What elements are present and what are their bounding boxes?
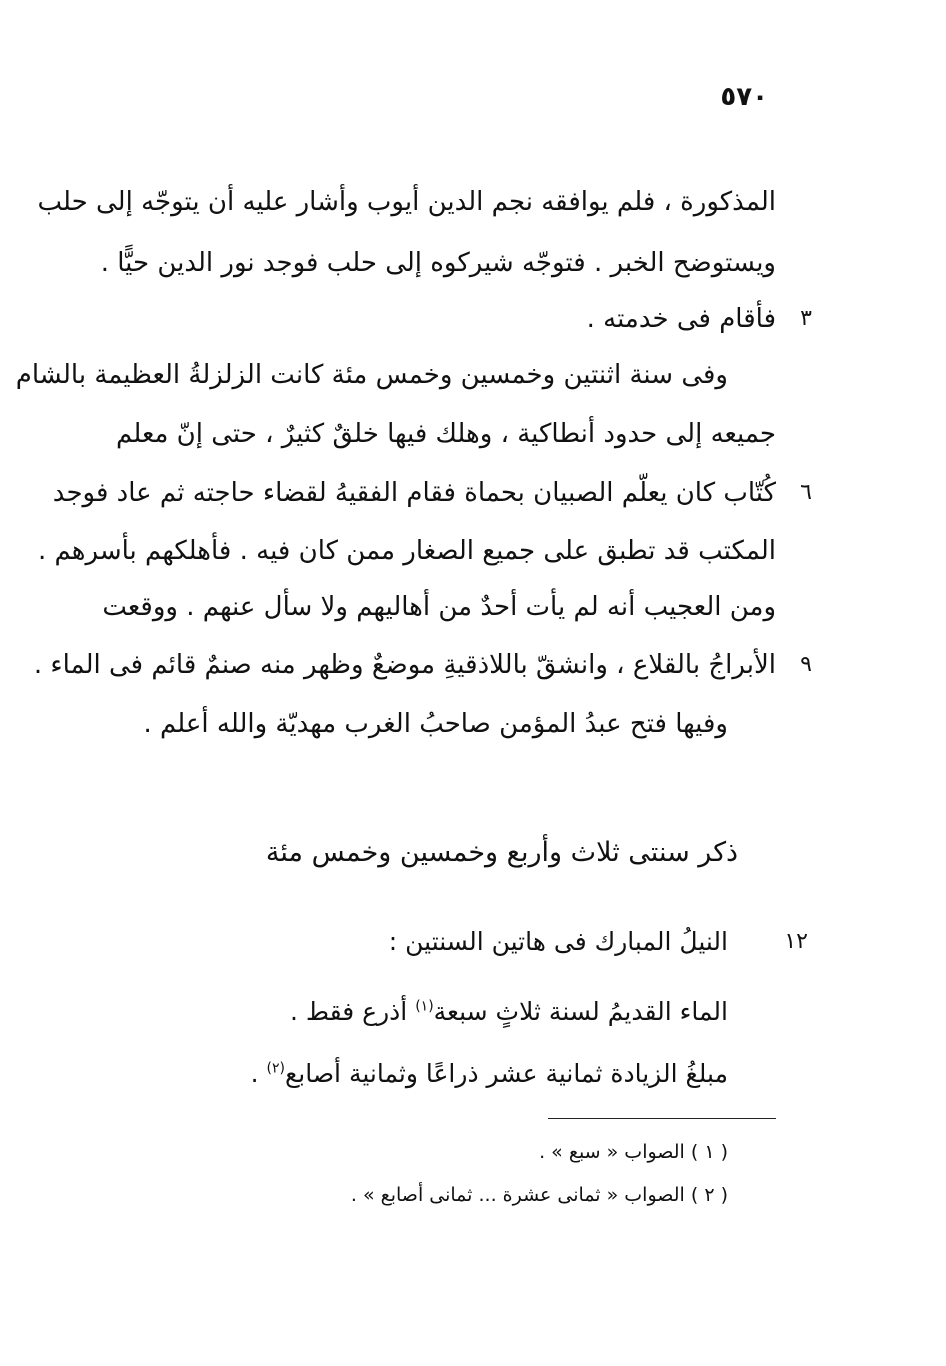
section-heading-text: ذكر سنتى ثلاث وأربع وخمسين وخمس مئة xyxy=(265,837,739,868)
paragraph-line: فأقام فى خدمته . xyxy=(586,304,776,334)
paragraph-line: كُتّاب كان يعلّم الصبيان بحماة فقام الفقيهُ لقضاء حاجته ثم عاد فوجد xyxy=(52,478,776,508)
paragraph-line: وفيها فتح عبدُ المؤمن صاحبُ الغرب مهديّة والله أعلم . xyxy=(143,709,728,739)
line-number-marker: ٩ xyxy=(800,652,812,677)
page-number: ٥٧٠ xyxy=(720,82,768,112)
footnote-ref-1: (١) xyxy=(415,998,434,1015)
paragraph-line: وفى سنة اثنتين وخمسين وخمس مئة كانت الزلزلةُ العظيمة بالشام xyxy=(15,360,728,390)
paragraph-line: ويستوضح الخبر . فتوجّه شيركوه إلى حلب فوجد نور الدين حيًّا . xyxy=(100,248,776,278)
nile-increase-text: مبلغُ الزيادة ثمانية عشر ذراعًا وثمانية أصابع xyxy=(284,1059,728,1088)
nile-old-water-tail: أذرع فقط . xyxy=(290,997,416,1026)
paragraph-line: المكتب قد تطبق على جميع الصغار ممن كان فيه . فأهلكهم بأسرهم . xyxy=(37,536,776,566)
paragraph-line: جميعه إلى حدود أنطاكية ، وهلك فيها خلقٌ كثيرٌ ، حتى إنّ معلم xyxy=(116,419,776,449)
footnote-ref-2: (٢) xyxy=(266,1060,285,1077)
line-number-marker: ١٢ xyxy=(784,929,808,954)
line-number-marker: ٦ xyxy=(800,480,812,505)
paragraph-line: المذكورة ، فلم يوافقه نجم الدين أيوب وأشار عليه أن يتوجّه إلى حلب xyxy=(37,187,776,217)
nile-intro-line: النيلُ المبارك فى هاتين السنتين : xyxy=(388,927,728,956)
nile-old-water-line xyxy=(290,992,728,1032)
section-heading xyxy=(0,830,946,876)
paragraph-line: الأبراجُ بالقلاع ، وانشقّ باللاذقيةِ موضعٌ وظهر منه صنمٌ قائم فى الماء . xyxy=(33,650,776,680)
nile-old-water-text: الماء القديمُ لسنة ثلاثٍ سبعة xyxy=(433,997,728,1026)
paragraph-line: ومن العجيب أنه لم يأت أحدٌ من أهاليهم ولا سأل عنهم . ووقعت xyxy=(102,592,776,622)
nile-increase-tail: . xyxy=(250,1059,267,1088)
footnote-1: ( ١ ) الصواب « سبع » . xyxy=(539,1141,728,1163)
nile-increase-line xyxy=(251,1054,728,1094)
footnote-2: ( ٢ ) الصواب « ثمانى عشرة ... ثمانى أصابع » . xyxy=(350,1184,728,1206)
line-number-marker: ٣ xyxy=(800,306,812,331)
footnote-divider xyxy=(548,1118,776,1119)
